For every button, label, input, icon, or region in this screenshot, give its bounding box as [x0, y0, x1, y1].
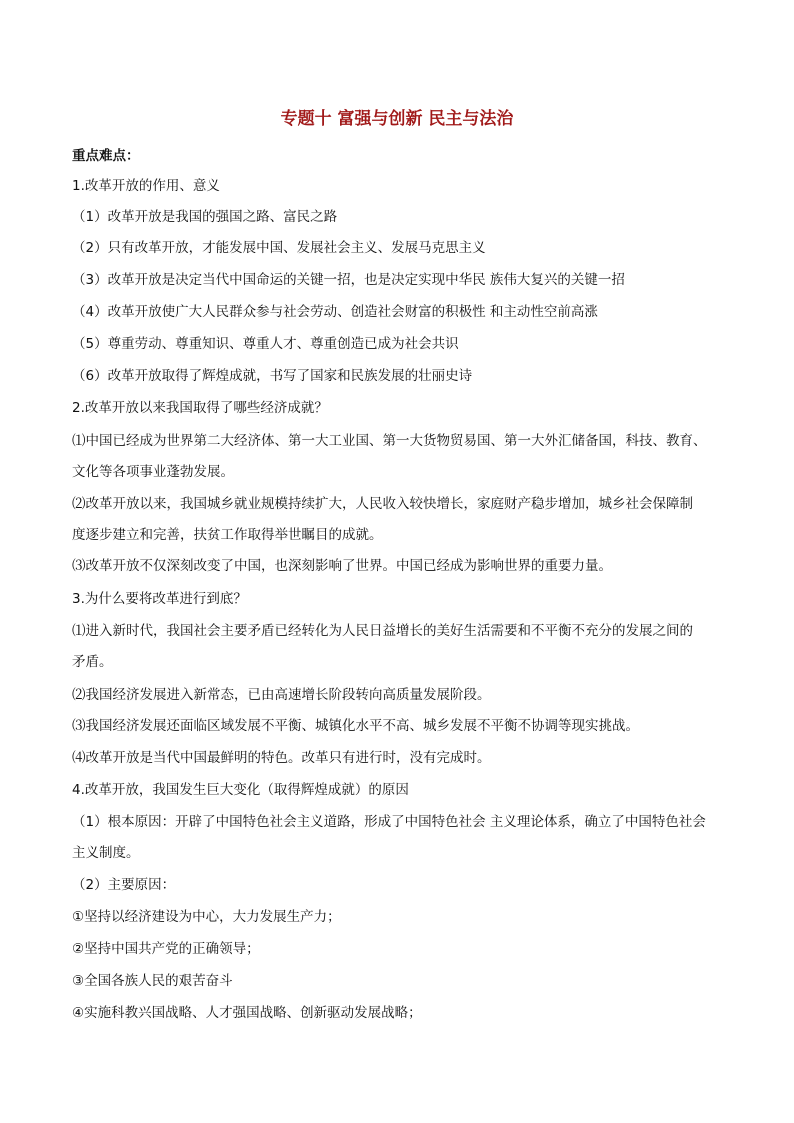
- document-title: 专题十 富强与创新 民主与法治: [280, 109, 514, 129]
- text-line: 文化等各项事业蓬勃发展。: [72, 464, 234, 480]
- text-line: ④实施科教兴国战略、人才强国战略、创新驱动发展战略；: [72, 1005, 422, 1021]
- text-line: （2）主要原因：: [72, 877, 176, 893]
- text-line: 重点难点：: [72, 148, 140, 164]
- text-line: ⑵改革开放以来，我国城乡就业规模持续扩大，人民收入较快增长，家庭财产稳步增加，城乡社会保障制: [72, 496, 693, 512]
- text-line: ③全国各族人民的艰苦奋斗: [72, 973, 233, 989]
- text-line: ⑷改革开放是当代中国最鲜明的特色。改革只有进行时，没有完成时。: [72, 750, 491, 766]
- text-line: 4.改革开放，我国发生巨大变化（取得辉煌成就）的原因: [72, 782, 409, 798]
- text-line: 3.为什么要将改革进行到底？: [72, 591, 247, 607]
- text-line: 1.改革开放的作用、意义: [72, 178, 220, 194]
- text-line: ①坚持以经济建设为中心，大力发展生产力；: [72, 909, 341, 925]
- text-line: ⑴中国已经成为世界第二大经济体、第一大工业国、第一大货物贸易国、第一大外汇储备国，科技、教育、: [72, 433, 707, 449]
- text-line: 度逐步建立和完善，扶贫工作取得举世瞩目的成就。: [72, 527, 383, 543]
- text-line: ⑵我国经济发展进入新常态，已由高速增长阶段转向高质量发展阶段。: [72, 687, 491, 703]
- text-line: （1）改革开放是我国的强国之路、富民之路: [72, 209, 338, 225]
- text-line: （6）改革开放取得了辉煌成就，书写了国家和民族发展的壮丽史诗: [72, 368, 473, 384]
- text-line: （2）只有改革开放，才能发展中国、发展社会主义、发展马克思主义: [72, 240, 486, 256]
- text-line: （1）根本原因：开辟了中国特色社会主义道路，形成了中国特色社会 主义理论体系，确立了中国特色社会: [72, 814, 706, 830]
- text-line: ⑶改革开放不仅深刻改变了中国，也深刻影响了世界。中国已经成为影响世界的重要力量。: [72, 558, 612, 574]
- text-line: （5）尊重劳动、尊重知识、尊重人才、尊重创造已成为社会共识: [72, 336, 459, 352]
- text-line: 2.改革开放以来我国取得了哪些经济成就？: [72, 400, 328, 416]
- text-line: 矛盾。: [72, 654, 113, 670]
- text-line: ⑶我国经济发展还面临区域发展不平衡、城镇化水平不高、城乡发展不平衡不协调等现实挑战。: [72, 718, 639, 734]
- text-line: （3）改革开放是决定当代中国命运的关键一招，也是决定实现中华民 族伟大复兴的关键一招: [72, 272, 625, 288]
- text-line: 主义制度。: [72, 845, 140, 861]
- text-line: ②坚持中国共产党的正确领导；: [72, 941, 260, 957]
- text-line: ⑴进入新时代，我国社会主要矛盾已经转化为人民日益增长的美好生活需要和不平衡不充分的发展之间的: [72, 623, 693, 639]
- text-line: （4）改革开放使广大人民群众参与社会劳动、创造社会财富的积极性 和主动性空前高涨: [72, 304, 598, 320]
